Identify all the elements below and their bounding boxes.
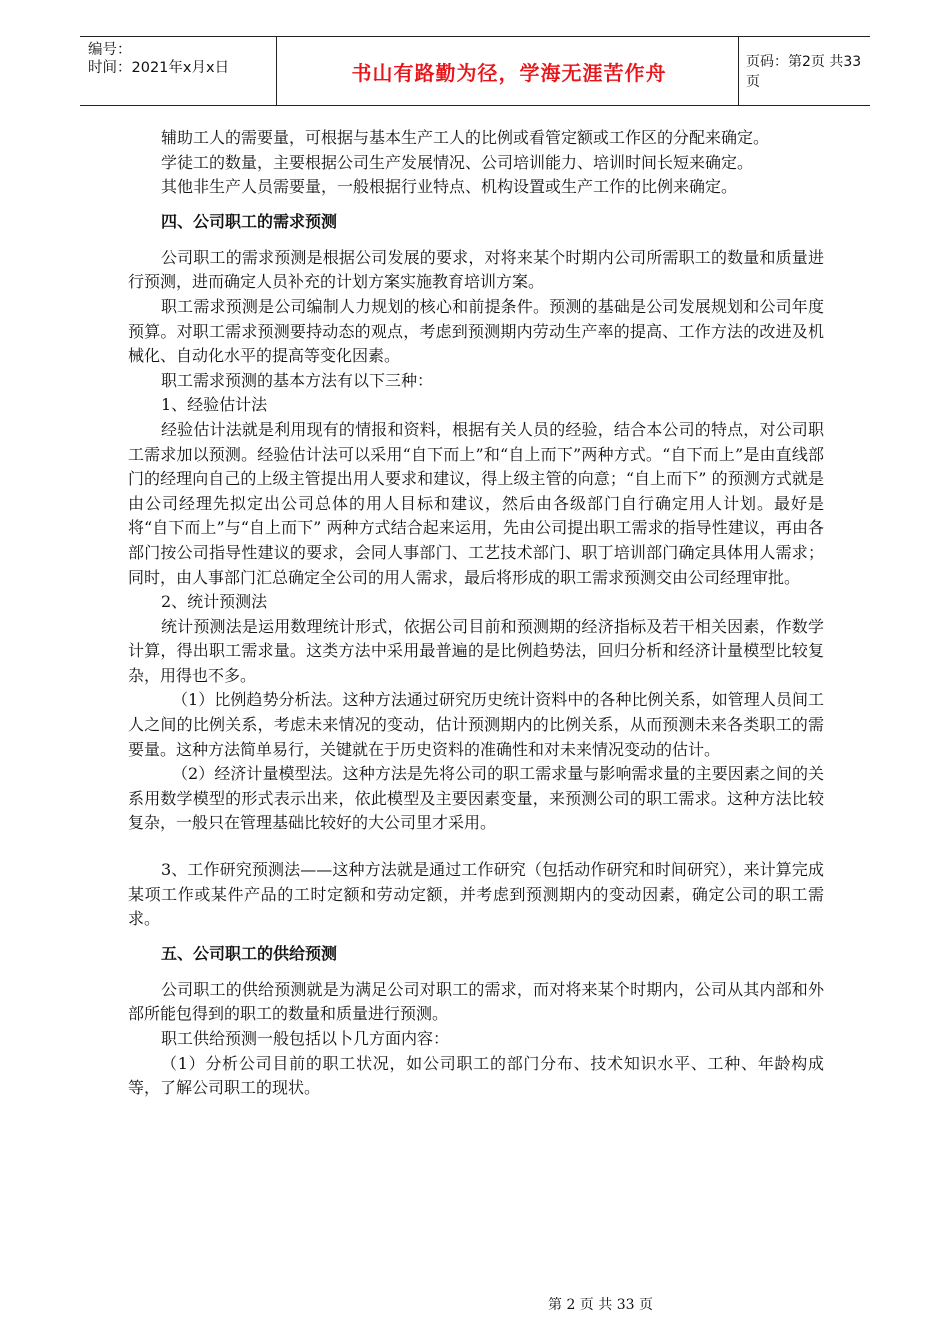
paragraph: 经验估计法就是利用现有的情报和资料，根据有关人员的经验，结合本公司的特点，对公司职工需求加以预测。经验估计法可以采用“自下而上”和“自上而下”两种方式。“自下而上”是由直线部门的经理向自己的上级主管提出用人要求和建议，得上级主管的向意；“自上而下” 的预测方式就是由公司经理先拟定出公司总体的用人目标和建议，然后由各级部门自行确定用人计划。最好是将“自下而上”与“自上而下” 两种方式结合起来运用，先由公司提出职工需求的指导性建议，再由各部门按公司指导性建议的要求，会同人事部门、工艺技术部门、职丁培训部门确定具体用人需求；同时，由人事部门汇总确定全公司的用人需求，最后将形成的职工需求预测交由公司经理审批。 [128, 419, 824, 587]
paragraph: 公司职工的供给预测就是为满足公司对职工的需求，而对将来某个时期内，公司从其内部和外部所能包得到的职工的数量和质量进行预测。 [128, 979, 824, 1024]
paragraph: 职工需求预测是公司编制人力规划的核心和前提条件。预测的基础是公司发展规划和公司年度预算。对职工需求预测要持动态的观点，考虑到预测期内劳动生产率的提高、工作方法的改进及机械化、自动化水平的提高等变化因素。 [128, 296, 824, 366]
header-meta [88, 41, 229, 77]
document-body [128, 126, 824, 1101]
page-header [80, 36, 870, 106]
paragraph: 公司职工的需求预测是根据公司发展的要求，对将来某个时期内公司所需职工的数量和质量进行预测，进而确定人员补充的计划方案实施教育培训方案。 [128, 247, 824, 292]
subheading: 2、统计预测法 [161, 592, 268, 612]
paragraph: 职工需求预测的基本方法有以下三种： [161, 370, 434, 390]
paragraph: 辅助工人的需要量，可根据与基本生产工人的比例或看管定额或工作区的分配来确定。 [161, 128, 770, 147]
header-number: 编号： [88, 42, 132, 58]
section-heading: 四、公司职工的需求预测 [161, 211, 338, 231]
paragraph: 职工供给预测一般包括以卜几方面内容： [161, 1029, 450, 1048]
header-motto: 书山有路勤为径，学海无涯苦作舟 [351, 60, 667, 85]
paragraph: 3、工作研究预测法——这种方法就是通过工作研究（包括动作研究和时间研究），来计算完成某项工作或某件产品的工时定额和劳动定额，并考虑到预测期内的变动因素，确定公司的职工需求。 [128, 860, 824, 929]
page-footer: 第 2 页 共 33 页 [548, 1297, 653, 1313]
paragraph: 学徒工的数量，主要根据公司生产发展情况、公司培训能力、培训时间长短来确定。 [161, 152, 754, 172]
header-divider [738, 37, 739, 105]
header-time: 时间：2021年x月x日 [88, 60, 230, 76]
header-page-info: 页码：第2页 共33页 [746, 54, 862, 90]
paragraph: 其他非生产人员需要量，一般根据行业特点、机构设置或生产工作的比例来确定。 [161, 177, 738, 197]
subheading: 1、经验估计法 [161, 395, 268, 415]
paragraph: （1）分析公司目前的职工状况，如公司职工的部门分布、技术知识水平、工种、年龄构成等，了解公司职工的现状。 [128, 1053, 824, 1098]
header-divider [276, 37, 277, 105]
paragraph: （2）经济计量模型法。这种方法是先将公司的职工需求量与影响需求量的主要因素之间的关系用数学模型的形式表示出来，依此模型及主要因素变量，来预测公司的职工需求。这种方法比较复杂，一般只在管理基础比较好的大公司里才采用。 [128, 764, 824, 833]
section-heading: 五、公司职工的供给预测 [161, 943, 338, 963]
paragraph: 统计预测法是运用数理统计形式，依据公司目前和预测期的经济指标及若干相关因素，作数学计算，得出职工需求量。这类方法中采用最普遍的是比例趋势法，回归分析和经济计量模型比较复杂，用得也不多。 [128, 616, 824, 685]
paragraph: （1）比例趋势分析法。这种方法通过研究历史统计资料中的各种比例关系，如管理人员间工人之间的比例关系，考虑未来情况的变动，估计预测期内的比例关系，从而预测未来各类职工的需要量。这种方法简单易行，关键就在于历史资料的准确性和对未来情况变动的估计。 [128, 690, 824, 759]
